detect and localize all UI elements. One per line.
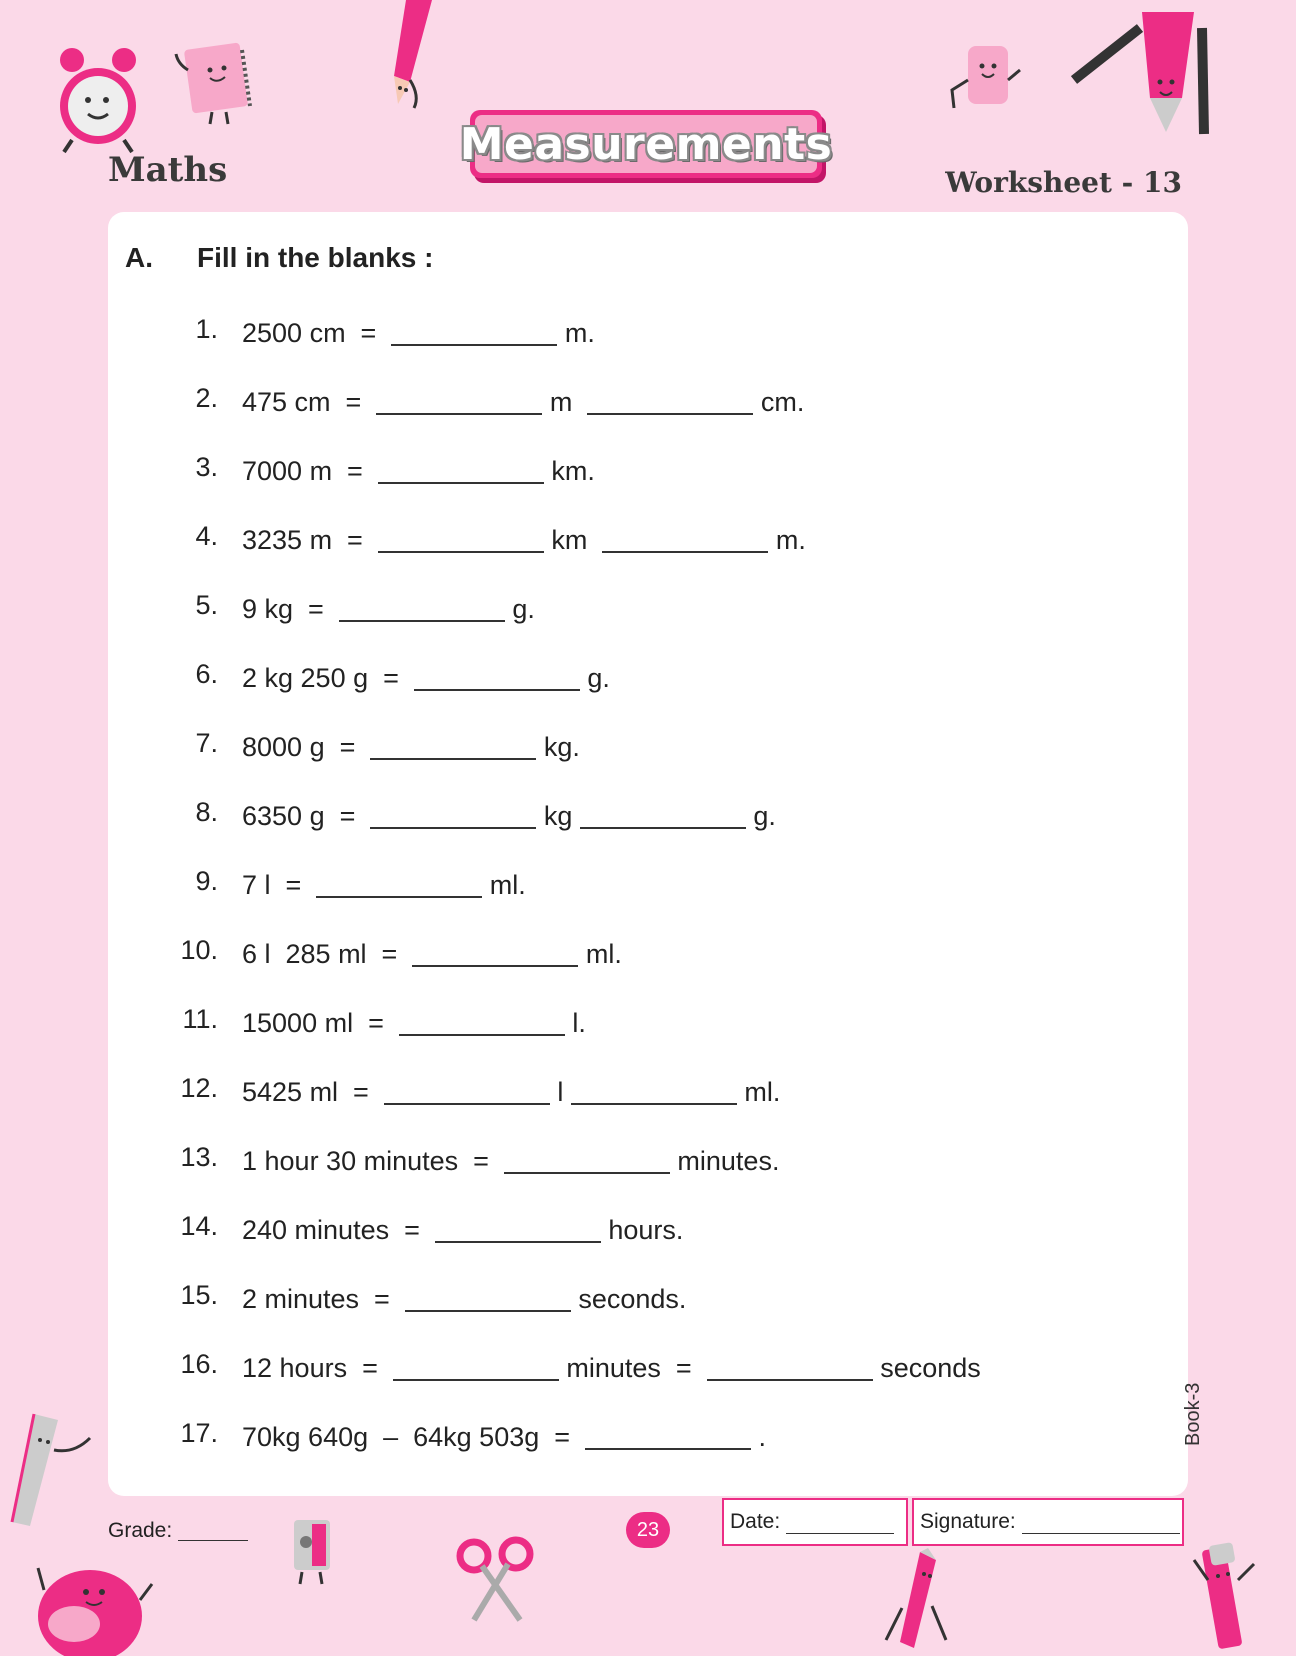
- signature-blank[interactable]: [1022, 1511, 1180, 1534]
- question-text-part: 9 kg =: [242, 594, 339, 624]
- answer-blank[interactable]: [580, 797, 746, 829]
- grade-field: [108, 1518, 248, 1543]
- answer-blank[interactable]: [339, 590, 505, 622]
- question-text-part: g.: [504, 594, 535, 624]
- date-blank[interactable]: [786, 1511, 894, 1534]
- ruler-character-icon: [10, 1410, 94, 1530]
- answer-blank[interactable]: [412, 935, 578, 967]
- question-number: 12.: [180, 1073, 218, 1103]
- question-text: [242, 521, 806, 556]
- answer-blank[interactable]: [504, 1142, 670, 1174]
- answer-blank[interactable]: [384, 1073, 550, 1105]
- subject-label: Maths: [108, 150, 228, 190]
- signature-box: [912, 1498, 1184, 1546]
- question-text: [242, 1418, 766, 1453]
- question-text-part: 7 l =: [242, 870, 317, 900]
- question-text: [242, 383, 804, 418]
- question-text-part: 2 kg 250 g =: [242, 663, 414, 693]
- question-text: [242, 314, 595, 349]
- question-number: 10.: [180, 935, 218, 965]
- answer-blank[interactable]: [405, 1280, 571, 1312]
- question-text: [242, 1211, 683, 1246]
- question-text-part: ml.: [482, 870, 526, 900]
- question-text-part: kg.: [536, 732, 580, 762]
- question-text: [242, 728, 580, 763]
- question-text: [242, 935, 622, 970]
- question-text-part: m.: [768, 525, 806, 555]
- question-text-part: 3235 m =: [242, 525, 378, 555]
- answer-blank[interactable]: [391, 314, 557, 346]
- question-text-part: 70kg 640g – 64kg 503g =: [242, 1422, 586, 1452]
- question-text-part: l.: [564, 1008, 586, 1038]
- worksheet-number: Worksheet - 13: [945, 166, 1182, 199]
- question-text-part: 5425 ml =: [242, 1077, 384, 1107]
- question-number: 14.: [180, 1211, 218, 1241]
- question-number: 4.: [195, 521, 218, 551]
- question-number: 2.: [195, 383, 218, 413]
- question-text: [242, 1280, 686, 1315]
- question-text-part: 15000 ml =: [242, 1008, 399, 1038]
- question-text-part: .: [751, 1422, 767, 1452]
- page-title: Measurements: [459, 118, 833, 170]
- section-title: Fill in the blanks :: [197, 242, 434, 273]
- question-text-part: g.: [579, 663, 610, 693]
- date-label: Date:: [730, 1510, 781, 1533]
- pencil-character-icon: [884, 1548, 954, 1656]
- answer-blank[interactable]: [316, 866, 482, 898]
- page-number: 23: [626, 1512, 670, 1548]
- question-text: [242, 452, 595, 487]
- question-text: [242, 1073, 780, 1108]
- pencil-sharpener-character-icon: [1070, 8, 1210, 138]
- section-letter: A.: [125, 242, 153, 273]
- answer-blank[interactable]: [587, 383, 753, 415]
- question-text: [242, 1349, 981, 1384]
- alarm-clock-icon: [52, 44, 148, 154]
- answer-blank[interactable]: [707, 1349, 873, 1381]
- question-number: 6.: [195, 659, 218, 689]
- question-text-part: cm.: [753, 387, 805, 417]
- question-text-part: kg: [536, 801, 580, 831]
- question-number: 11.: [182, 1004, 218, 1034]
- question-text-part: l: [549, 1077, 571, 1107]
- question-text: [242, 797, 776, 832]
- answer-blank[interactable]: [585, 1418, 751, 1450]
- question-number: 3.: [195, 452, 218, 482]
- answer-blank[interactable]: [370, 797, 536, 829]
- answer-blank[interactable]: [378, 452, 544, 484]
- question-number: 16.: [180, 1349, 218, 1379]
- question-text-part: km: [543, 525, 603, 555]
- answer-blank[interactable]: [414, 659, 580, 691]
- question-text-part: ml.: [736, 1077, 781, 1107]
- answer-blank[interactable]: [378, 521, 544, 553]
- answer-blank[interactable]: [435, 1211, 601, 1243]
- question-text-part: hours.: [600, 1215, 684, 1245]
- question-text-part: seconds.: [570, 1284, 687, 1314]
- question-text: [242, 1142, 779, 1177]
- question-text-part: 2500 cm =: [242, 318, 392, 348]
- question-number: 13.: [180, 1142, 218, 1172]
- question-text-part: g.: [745, 801, 776, 831]
- grade-label: Grade:: [108, 1519, 173, 1542]
- question-number: 1.: [195, 314, 218, 344]
- grade-blank[interactable]: [178, 1518, 248, 1541]
- question-number: 9.: [195, 866, 218, 896]
- question-text: [242, 866, 526, 901]
- question-text-part: m.: [557, 318, 595, 348]
- question-text-part: 8000 g =: [242, 732, 371, 762]
- question-text-part: minutes.: [669, 1146, 780, 1176]
- sharpener-icon: [284, 1516, 344, 1586]
- question-text-part: km.: [543, 456, 595, 486]
- question-number: 5.: [195, 590, 218, 620]
- question-number: 8.: [195, 797, 218, 827]
- answer-blank[interactable]: [370, 728, 536, 760]
- question-number: 17.: [180, 1418, 218, 1448]
- pencil-icon: [380, 0, 440, 112]
- question-text-part: 7000 m =: [242, 456, 378, 486]
- answer-blank[interactable]: [602, 521, 768, 553]
- question-text-part: seconds: [872, 1353, 981, 1383]
- question-text-part: 1 hour 30 minutes =: [242, 1146, 504, 1176]
- question-text-part: 6 l 285 ml =: [242, 939, 413, 969]
- answer-blank[interactable]: [393, 1349, 559, 1381]
- question-text-part: ml.: [578, 939, 622, 969]
- answer-blank[interactable]: [376, 383, 542, 415]
- question-text: [242, 590, 535, 625]
- question-text: [242, 659, 610, 694]
- scissors-icon: [454, 1536, 534, 1622]
- question-text: [242, 1004, 586, 1039]
- question-text-part: 2 minutes =: [242, 1284, 405, 1314]
- title-badge: [459, 110, 833, 178]
- question-text-part: minutes =: [558, 1353, 707, 1383]
- notebook-icon: [172, 40, 262, 126]
- eraser-icon: [946, 40, 1026, 120]
- date-box: [722, 1498, 908, 1546]
- book-label: Book-3: [1182, 1382, 1204, 1446]
- question-number: 15.: [180, 1280, 218, 1310]
- answer-blank[interactable]: [571, 1073, 737, 1105]
- question-text-part: 6350 g =: [242, 801, 371, 831]
- question-text-part: 12 hours =: [242, 1353, 393, 1383]
- question-number: 7.: [195, 728, 218, 758]
- question-text-part: m: [542, 387, 588, 417]
- pen-character-icon: [1190, 1540, 1260, 1656]
- signature-label: Signature:: [920, 1510, 1016, 1533]
- answer-blank[interactable]: [399, 1004, 565, 1036]
- question-text-part: 240 minutes =: [242, 1215, 435, 1245]
- question-text-part: 475 cm =: [242, 387, 377, 417]
